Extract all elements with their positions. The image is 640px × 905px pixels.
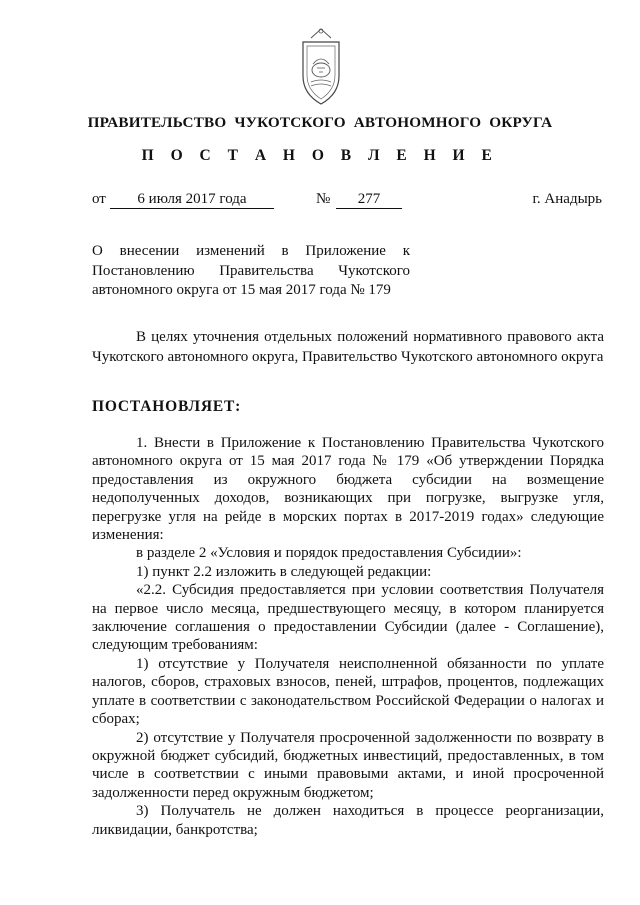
preamble xyxy=(92,328,604,367)
number-sign: № xyxy=(316,191,331,207)
document-type: П О С Т А Н О В Л Е Н И Е xyxy=(141,147,499,164)
coat-of-arms-icon xyxy=(299,24,343,108)
paragraph: 3) Получатель не должен находиться в процессе реорганизации, ликвидации, банкротства; xyxy=(92,803,604,838)
city: г. Анадырь xyxy=(532,191,602,207)
document-number: 277 xyxy=(336,191,402,209)
resolves-heading: ПОСТАНОВЛЯЕТ: xyxy=(92,398,242,415)
preamble-text: В целях уточнения отдельных положений нормативного правового акта Чукотского автономного округа, Правительство Чукотского автономного округа xyxy=(92,329,604,365)
document-date: 6 июля 2017 года xyxy=(110,191,274,209)
paragraph: 2) отсутствие у Получателя просроченной задолженности по возврату в окружной бюджет субсидий, бюджетных инвестиций, предоставленных, в том числе в соответствии с иными правовыми актами, и иной просроченной задолженности перед окружным бюджетом; xyxy=(92,729,604,801)
paragraph: в разделе 2 «Условия и порядок предоставления Субсидии»: xyxy=(136,545,522,562)
document-subject: О внесении изменений в Приложение к Постановлению Правительства Чукотского автономного округа от 15 мая 2017 года № 179 xyxy=(92,243,410,298)
paragraph: «2.2. Субсидия предоставляется при условии соответствия Получателя на первое число месяца, предшествующего месяцу, в котором планируется заключение соглашения о предоставлении Субсидии (далее - Соглашение), следующим требованиям: xyxy=(92,582,604,654)
government-title: ПРАВИТЕЛЬСТВО ЧУКОТСКОГО АВТОНОМНОГО ОКРУГА xyxy=(87,114,553,131)
paragraph: 1. Внести в Приложение к Постановлению Правительства Чукотского автономного округа от 15 мая 2017 года № 179 «Об утверждении Порядка предоставления из окружного бюджета субсидии на возмещение недополученных доходов, возникающих при погрузке, выгрузке угля, перегрузке угля на рейде в морских портах в 2017-2019 годах» следующие изменения: xyxy=(92,435,604,544)
paragraph: 1) пункт 2.2 изложить в следующей редакции: xyxy=(136,563,432,580)
paragraph: 1) отсутствие у Получателя неисполненной обязанности по уплате налогов, сборов, страховых взносов, пеней, штрафов, процентов, подлежащих уплате в соответствии с законодательством Российской Федерации о налогах и сборах; xyxy=(92,655,604,728)
date-prefix: от xyxy=(92,191,106,207)
document-body xyxy=(92,434,604,839)
